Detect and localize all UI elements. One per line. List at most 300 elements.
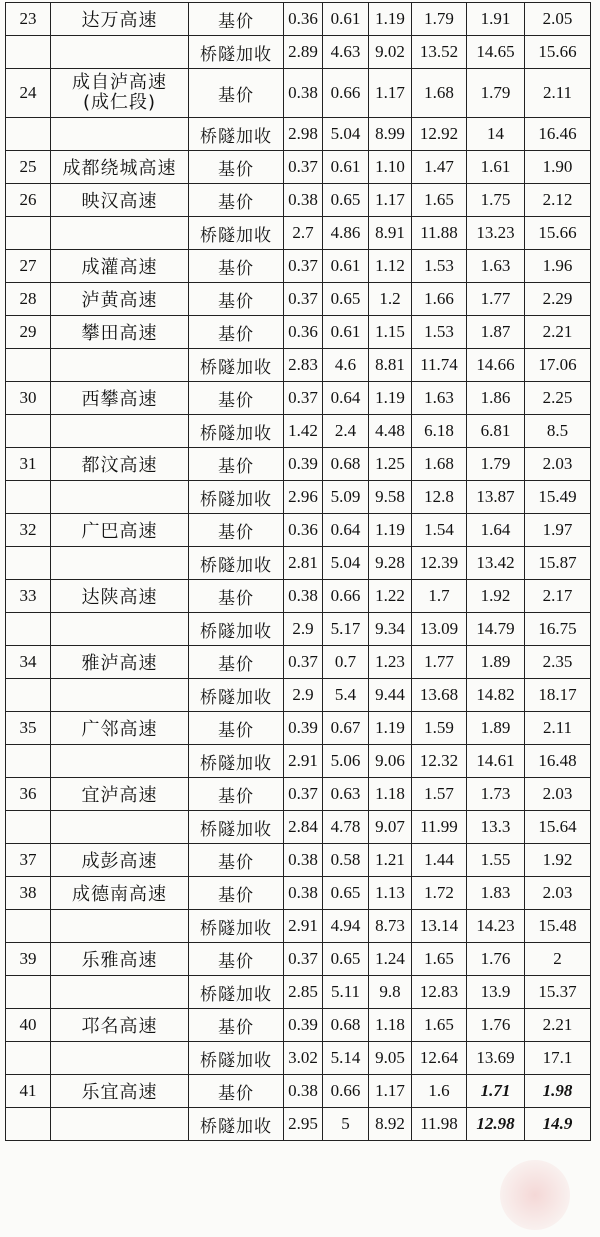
rate-value-cell: 2.84: [284, 811, 323, 844]
rate-value-cell: 5: [323, 1108, 369, 1141]
rate-type-cell: 基价: [189, 382, 284, 415]
rate-value-cell: 8.99: [369, 118, 412, 151]
rate-value-cell: 18.17: [525, 679, 591, 712]
rate-value-cell: 2.25: [525, 382, 591, 415]
row-number-cell: 27: [6, 250, 51, 283]
rate-value-cell: 8.81: [369, 349, 412, 382]
rate-value-cell: 0.67: [323, 712, 369, 745]
rate-value-cell: 0.58: [323, 844, 369, 877]
rate-value-cell: 1.64: [467, 514, 525, 547]
table-row: [6, 745, 591, 778]
rate-value-cell: 2.11: [525, 69, 591, 118]
rate-value-cell: 0.36: [284, 316, 323, 349]
rate-type-cell: 桥隧加收: [189, 679, 284, 712]
rate-value-cell: 6.18: [412, 415, 467, 448]
highway-name-cell: 广邻高速: [51, 712, 189, 745]
highway-name-cell: [51, 910, 189, 943]
rate-value-cell: 2.98: [284, 118, 323, 151]
highway-name-cell: 达万高速: [51, 3, 189, 36]
table-row: [6, 118, 591, 151]
highway-name-cell: [51, 745, 189, 778]
rate-value-cell: 14.9: [525, 1108, 591, 1141]
rate-type-cell: 基价: [189, 514, 284, 547]
rate-value-cell: 0.61: [323, 3, 369, 36]
rate-value-cell: 2.03: [525, 448, 591, 481]
rate-value-cell: 1.77: [412, 646, 467, 679]
row-number-cell: [6, 1108, 51, 1141]
row-number-cell: [6, 613, 51, 646]
rate-type-cell: 桥隧加收: [189, 613, 284, 646]
table-row: [6, 1042, 591, 1075]
rate-type-cell: 基价: [189, 943, 284, 976]
rate-value-cell: 15.49: [525, 481, 591, 514]
rate-value-cell: 1.79: [467, 69, 525, 118]
rate-value-cell: 2.91: [284, 745, 323, 778]
rate-type-cell: 桥隧加收: [189, 349, 284, 382]
rate-value-cell: 5.04: [323, 118, 369, 151]
row-number-cell: 39: [6, 943, 51, 976]
rate-value-cell: 2.21: [525, 1009, 591, 1042]
rate-value-cell: 1.6: [412, 1075, 467, 1108]
rate-value-cell: 1.15: [369, 316, 412, 349]
rate-type-cell: 基价: [189, 1075, 284, 1108]
table-row: [6, 217, 591, 250]
rate-value-cell: 15.48: [525, 910, 591, 943]
rate-value-cell: 0.38: [284, 184, 323, 217]
rate-value-cell: 8.73: [369, 910, 412, 943]
rate-value-cell: 0.68: [323, 1009, 369, 1042]
rate-value-cell: 0.61: [323, 316, 369, 349]
table-row: [6, 910, 591, 943]
rate-value-cell: 0.61: [323, 151, 369, 184]
row-number-cell: 35: [6, 712, 51, 745]
rate-value-cell: 9.05: [369, 1042, 412, 1075]
rate-value-cell: 1.91: [467, 3, 525, 36]
rate-value-cell: 12.32: [412, 745, 467, 778]
rate-value-cell: 1.23: [369, 646, 412, 679]
table-row: [6, 877, 591, 910]
row-number-cell: [6, 415, 51, 448]
row-number-cell: [6, 745, 51, 778]
rate-value-cell: 1.83: [467, 877, 525, 910]
rate-value-cell: 8.5: [525, 415, 591, 448]
rate-type-cell: 基价: [189, 316, 284, 349]
rate-value-cell: 1.63: [412, 382, 467, 415]
rate-value-cell: 1.89: [467, 712, 525, 745]
rate-type-cell: 基价: [189, 151, 284, 184]
rate-value-cell: 2.95: [284, 1108, 323, 1141]
row-number-cell: [6, 679, 51, 712]
rate-value-cell: 3.02: [284, 1042, 323, 1075]
highway-name-cell: 成德南高速: [51, 877, 189, 910]
rate-value-cell: 5.17: [323, 613, 369, 646]
rate-value-cell: 15.37: [525, 976, 591, 1009]
rate-value-cell: 16.75: [525, 613, 591, 646]
rate-value-cell: 0.37: [284, 943, 323, 976]
rate-value-cell: 4.6: [323, 349, 369, 382]
rate-value-cell: 2.03: [525, 877, 591, 910]
rate-value-cell: 2.05: [525, 3, 591, 36]
row-number-cell: [6, 36, 51, 69]
rate-type-cell: 桥隧加收: [189, 1042, 284, 1075]
highway-name-cell: 西攀高速: [51, 382, 189, 415]
table-row: [6, 514, 591, 547]
row-number-cell: 38: [6, 877, 51, 910]
rate-value-cell: 0.36: [284, 514, 323, 547]
rate-value-cell: 5.09: [323, 481, 369, 514]
highway-name-cell: 达陕高速: [51, 580, 189, 613]
rate-value-cell: 1.21: [369, 844, 412, 877]
rate-value-cell: 2.12: [525, 184, 591, 217]
highway-name-cell: 邛名高速: [51, 1009, 189, 1042]
row-number-cell: 30: [6, 382, 51, 415]
rate-value-cell: 12.92: [412, 118, 467, 151]
highway-name-cell: 映汉高速: [51, 184, 189, 217]
rate-value-cell: 0.38: [284, 877, 323, 910]
rate-value-cell: 13.3: [467, 811, 525, 844]
rate-value-cell: 0.66: [323, 1075, 369, 1108]
rate-value-cell: 1.10: [369, 151, 412, 184]
highway-name-cell: [51, 36, 189, 69]
toll-rate-table: [5, 2, 591, 1141]
rate-value-cell: 1.72: [412, 877, 467, 910]
rate-value-cell: 9.28: [369, 547, 412, 580]
corner-watermark: [500, 1160, 570, 1230]
rate-type-cell: 基价: [189, 712, 284, 745]
row-number-cell: [6, 910, 51, 943]
rate-value-cell: 1.76: [467, 943, 525, 976]
rate-value-cell: 0.64: [323, 514, 369, 547]
table-row: [6, 580, 591, 613]
table-row: [6, 844, 591, 877]
table-row: [6, 712, 591, 745]
highway-name-cell: 泸黄高速: [51, 283, 189, 316]
highway-name-cell: 乐雅高速: [51, 943, 189, 976]
rate-value-cell: 0.38: [284, 1075, 323, 1108]
rate-value-cell: 1.25: [369, 448, 412, 481]
rate-value-cell: 14.65: [467, 36, 525, 69]
highway-name-cell: 雅泸高速: [51, 646, 189, 679]
rate-value-cell: 0.39: [284, 448, 323, 481]
rate-value-cell: 11.88: [412, 217, 467, 250]
rate-value-cell: 13.14: [412, 910, 467, 943]
rate-value-cell: 0.65: [323, 184, 369, 217]
rate-value-cell: 9.34: [369, 613, 412, 646]
row-number-cell: 33: [6, 580, 51, 613]
rate-value-cell: 1.76: [467, 1009, 525, 1042]
rate-value-cell: 13.52: [412, 36, 467, 69]
rate-value-cell: 1.71: [467, 1075, 525, 1108]
highway-name-cell: [51, 679, 189, 712]
rate-value-cell: 14.66: [467, 349, 525, 382]
rate-value-cell: 0.38: [284, 580, 323, 613]
rate-value-cell: 1.19: [369, 382, 412, 415]
rate-value-cell: 1.89: [467, 646, 525, 679]
rate-value-cell: 0.66: [323, 580, 369, 613]
row-number-cell: 29: [6, 316, 51, 349]
rate-value-cell: 1.65: [412, 184, 467, 217]
rate-value-cell: 1.54: [412, 514, 467, 547]
highway-name-cell: [51, 481, 189, 514]
table-row: [6, 151, 591, 184]
rate-value-cell: 15.66: [525, 217, 591, 250]
rate-value-cell: 1.17: [369, 184, 412, 217]
rate-value-cell: 1.73: [467, 778, 525, 811]
table-row: [6, 943, 591, 976]
row-number-cell: [6, 349, 51, 382]
rate-value-cell: 15.87: [525, 547, 591, 580]
rate-value-cell: 13.42: [467, 547, 525, 580]
rate-type-cell: 桥隧加收: [189, 976, 284, 1009]
rate-value-cell: 12.39: [412, 547, 467, 580]
table-row: [6, 481, 591, 514]
table-row: [6, 448, 591, 481]
highway-name-cell: 成自泸高速 (成仁段): [51, 69, 189, 118]
table-row: [6, 1009, 591, 1042]
rate-value-cell: 6.81: [467, 415, 525, 448]
table-row: [6, 778, 591, 811]
rate-value-cell: 14.79: [467, 613, 525, 646]
rate-type-cell: 基价: [189, 448, 284, 481]
rate-value-cell: 4.63: [323, 36, 369, 69]
rate-value-cell: 2.03: [525, 778, 591, 811]
rate-value-cell: 2.9: [284, 679, 323, 712]
highway-name-cell: 成彭高速: [51, 844, 189, 877]
rate-type-cell: 基价: [189, 646, 284, 679]
highway-name-cell: [51, 1108, 189, 1141]
row-number-cell: [6, 217, 51, 250]
highway-name-cell: 都汶高速: [51, 448, 189, 481]
rate-value-cell: 12.83: [412, 976, 467, 1009]
highway-name-cell: 广巴高速: [51, 514, 189, 547]
rate-value-cell: 1.55: [467, 844, 525, 877]
highway-name-cell: [51, 349, 189, 382]
rate-value-cell: 11.74: [412, 349, 467, 382]
rate-value-cell: 13.68: [412, 679, 467, 712]
rate-type-cell: 基价: [189, 778, 284, 811]
highway-name-cell: 宜泸高速: [51, 778, 189, 811]
rate-value-cell: 1.65: [412, 1009, 467, 1042]
rate-value-cell: 0.63: [323, 778, 369, 811]
rate-value-cell: 1.2: [369, 283, 412, 316]
row-number-cell: [6, 811, 51, 844]
rate-value-cell: 1.75: [467, 184, 525, 217]
row-number-cell: [6, 547, 51, 580]
rate-value-cell: 5.4: [323, 679, 369, 712]
rate-value-cell: 1.61: [467, 151, 525, 184]
rate-value-cell: 9.58: [369, 481, 412, 514]
rate-value-cell: 1.68: [412, 69, 467, 118]
row-number-cell: 23: [6, 3, 51, 36]
table-row: [6, 69, 591, 118]
rate-value-cell: 9.06: [369, 745, 412, 778]
rate-value-cell: 0.37: [284, 250, 323, 283]
table-row: [6, 250, 591, 283]
table-row: [6, 36, 591, 69]
rate-value-cell: 9.44: [369, 679, 412, 712]
rate-value-cell: 1.63: [467, 250, 525, 283]
row-number-cell: [6, 1042, 51, 1075]
rate-value-cell: 2.89: [284, 36, 323, 69]
rate-value-cell: 1.19: [369, 514, 412, 547]
rate-value-cell: 5.14: [323, 1042, 369, 1075]
table-row: [6, 547, 591, 580]
table-row: [6, 349, 591, 382]
highway-name-cell: [51, 976, 189, 1009]
row-number-cell: 32: [6, 514, 51, 547]
rate-type-cell: 基价: [189, 844, 284, 877]
rate-value-cell: 9.8: [369, 976, 412, 1009]
rate-value-cell: 1.98: [525, 1075, 591, 1108]
rate-value-cell: 1.18: [369, 778, 412, 811]
rate-value-cell: 1.68: [412, 448, 467, 481]
table-row: [6, 316, 591, 349]
rate-type-cell: 基价: [189, 580, 284, 613]
highway-name-cell: [51, 613, 189, 646]
rate-value-cell: 1.79: [467, 448, 525, 481]
rate-type-cell: 桥隧加收: [189, 811, 284, 844]
rate-value-cell: 9.07: [369, 811, 412, 844]
rate-value-cell: 0.37: [284, 382, 323, 415]
rate-value-cell: 1.96: [525, 250, 591, 283]
rate-value-cell: 1.97: [525, 514, 591, 547]
rate-value-cell: 1.22: [369, 580, 412, 613]
rate-type-cell: 基价: [189, 283, 284, 316]
table-row: [6, 613, 591, 646]
rate-value-cell: 1.17: [369, 69, 412, 118]
rate-type-cell: 桥隧加收: [189, 36, 284, 69]
table-row: [6, 184, 591, 217]
highway-name-cell: [51, 118, 189, 151]
highway-name-cell: 乐宜高速: [51, 1075, 189, 1108]
rate-value-cell: 4.86: [323, 217, 369, 250]
highway-name-cell: [51, 415, 189, 448]
rate-value-cell: 0.38: [284, 69, 323, 118]
rate-value-cell: 2.91: [284, 910, 323, 943]
rate-value-cell: 1.53: [412, 316, 467, 349]
row-number-cell: 41: [6, 1075, 51, 1108]
rate-value-cell: 1.79: [412, 3, 467, 36]
rate-value-cell: 2.81: [284, 547, 323, 580]
rate-value-cell: 1.13: [369, 877, 412, 910]
rate-value-cell: 1.7: [412, 580, 467, 613]
rate-type-cell: 桥隧加收: [189, 217, 284, 250]
highway-name-cell: 攀田高速: [51, 316, 189, 349]
rate-value-cell: 14.82: [467, 679, 525, 712]
rate-value-cell: 5.04: [323, 547, 369, 580]
rate-value-cell: 16.46: [525, 118, 591, 151]
rate-value-cell: 8.92: [369, 1108, 412, 1141]
rate-value-cell: 1.44: [412, 844, 467, 877]
rate-value-cell: 2.11: [525, 712, 591, 745]
rate-value-cell: 0.39: [284, 712, 323, 745]
table-row: [6, 3, 591, 36]
rate-value-cell: 1.19: [369, 3, 412, 36]
rate-value-cell: 0.37: [284, 646, 323, 679]
rate-value-cell: 4.94: [323, 910, 369, 943]
table-row: [6, 646, 591, 679]
rate-value-cell: 12.8: [412, 481, 467, 514]
table-row: [6, 283, 591, 316]
row-number-cell: 36: [6, 778, 51, 811]
rate-type-cell: 基价: [189, 3, 284, 36]
highway-name-cell: [51, 1042, 189, 1075]
row-number-cell: 25: [6, 151, 51, 184]
rate-value-cell: 0.65: [323, 283, 369, 316]
rate-value-cell: 2.35: [525, 646, 591, 679]
rate-value-cell: 0.65: [323, 877, 369, 910]
row-number-cell: 34: [6, 646, 51, 679]
rate-value-cell: 2.9: [284, 613, 323, 646]
rate-value-cell: 11.98: [412, 1108, 467, 1141]
rate-value-cell: 9.02: [369, 36, 412, 69]
rate-value-cell: 15.64: [525, 811, 591, 844]
rate-value-cell: 13.87: [467, 481, 525, 514]
row-number-cell: 26: [6, 184, 51, 217]
rate-value-cell: 1.57: [412, 778, 467, 811]
rate-value-cell: 1.92: [525, 844, 591, 877]
table-row: [6, 1075, 591, 1108]
rate-value-cell: 2.96: [284, 481, 323, 514]
rate-value-cell: 5.06: [323, 745, 369, 778]
row-number-cell: [6, 118, 51, 151]
rate-value-cell: 12.64: [412, 1042, 467, 1075]
rate-type-cell: 桥隧加收: [189, 481, 284, 514]
rate-type-cell: 基价: [189, 1009, 284, 1042]
row-number-cell: [6, 976, 51, 1009]
rate-type-cell: 桥隧加收: [189, 910, 284, 943]
rate-value-cell: 1.66: [412, 283, 467, 316]
rate-value-cell: 0.68: [323, 448, 369, 481]
rate-value-cell: 1.19: [369, 712, 412, 745]
rate-type-cell: 基价: [189, 69, 284, 118]
rate-value-cell: 1.86: [467, 382, 525, 415]
rate-value-cell: 4.78: [323, 811, 369, 844]
rate-value-cell: 2.29: [525, 283, 591, 316]
rate-value-cell: 1.24: [369, 943, 412, 976]
highway-name-cell: [51, 811, 189, 844]
rate-value-cell: 0.37: [284, 778, 323, 811]
rate-value-cell: 2: [525, 943, 591, 976]
row-number-cell: 31: [6, 448, 51, 481]
rate-type-cell: 基价: [189, 184, 284, 217]
rate-value-cell: 2.7: [284, 217, 323, 250]
table-row: [6, 976, 591, 1009]
rate-value-cell: 0.37: [284, 151, 323, 184]
row-number-cell: 28: [6, 283, 51, 316]
rate-value-cell: 0.36: [284, 3, 323, 36]
rate-value-cell: 0.64: [323, 382, 369, 415]
rate-value-cell: 0.37: [284, 283, 323, 316]
rate-value-cell: 15.66: [525, 36, 591, 69]
rate-value-cell: 13.69: [467, 1042, 525, 1075]
table-row: [6, 382, 591, 415]
table-row: [6, 679, 591, 712]
rate-value-cell: 13.09: [412, 613, 467, 646]
rate-value-cell: 1.77: [467, 283, 525, 316]
rate-value-cell: 0.38: [284, 844, 323, 877]
toll-table-body: [6, 3, 591, 1141]
rate-value-cell: 1.53: [412, 250, 467, 283]
rate-value-cell: 1.17: [369, 1075, 412, 1108]
rate-value-cell: 4.48: [369, 415, 412, 448]
rate-value-cell: 1.18: [369, 1009, 412, 1042]
rate-value-cell: 17.1: [525, 1042, 591, 1075]
row-number-cell: 37: [6, 844, 51, 877]
table-row: [6, 1108, 591, 1141]
rate-value-cell: 1.59: [412, 712, 467, 745]
rate-value-cell: 14.23: [467, 910, 525, 943]
